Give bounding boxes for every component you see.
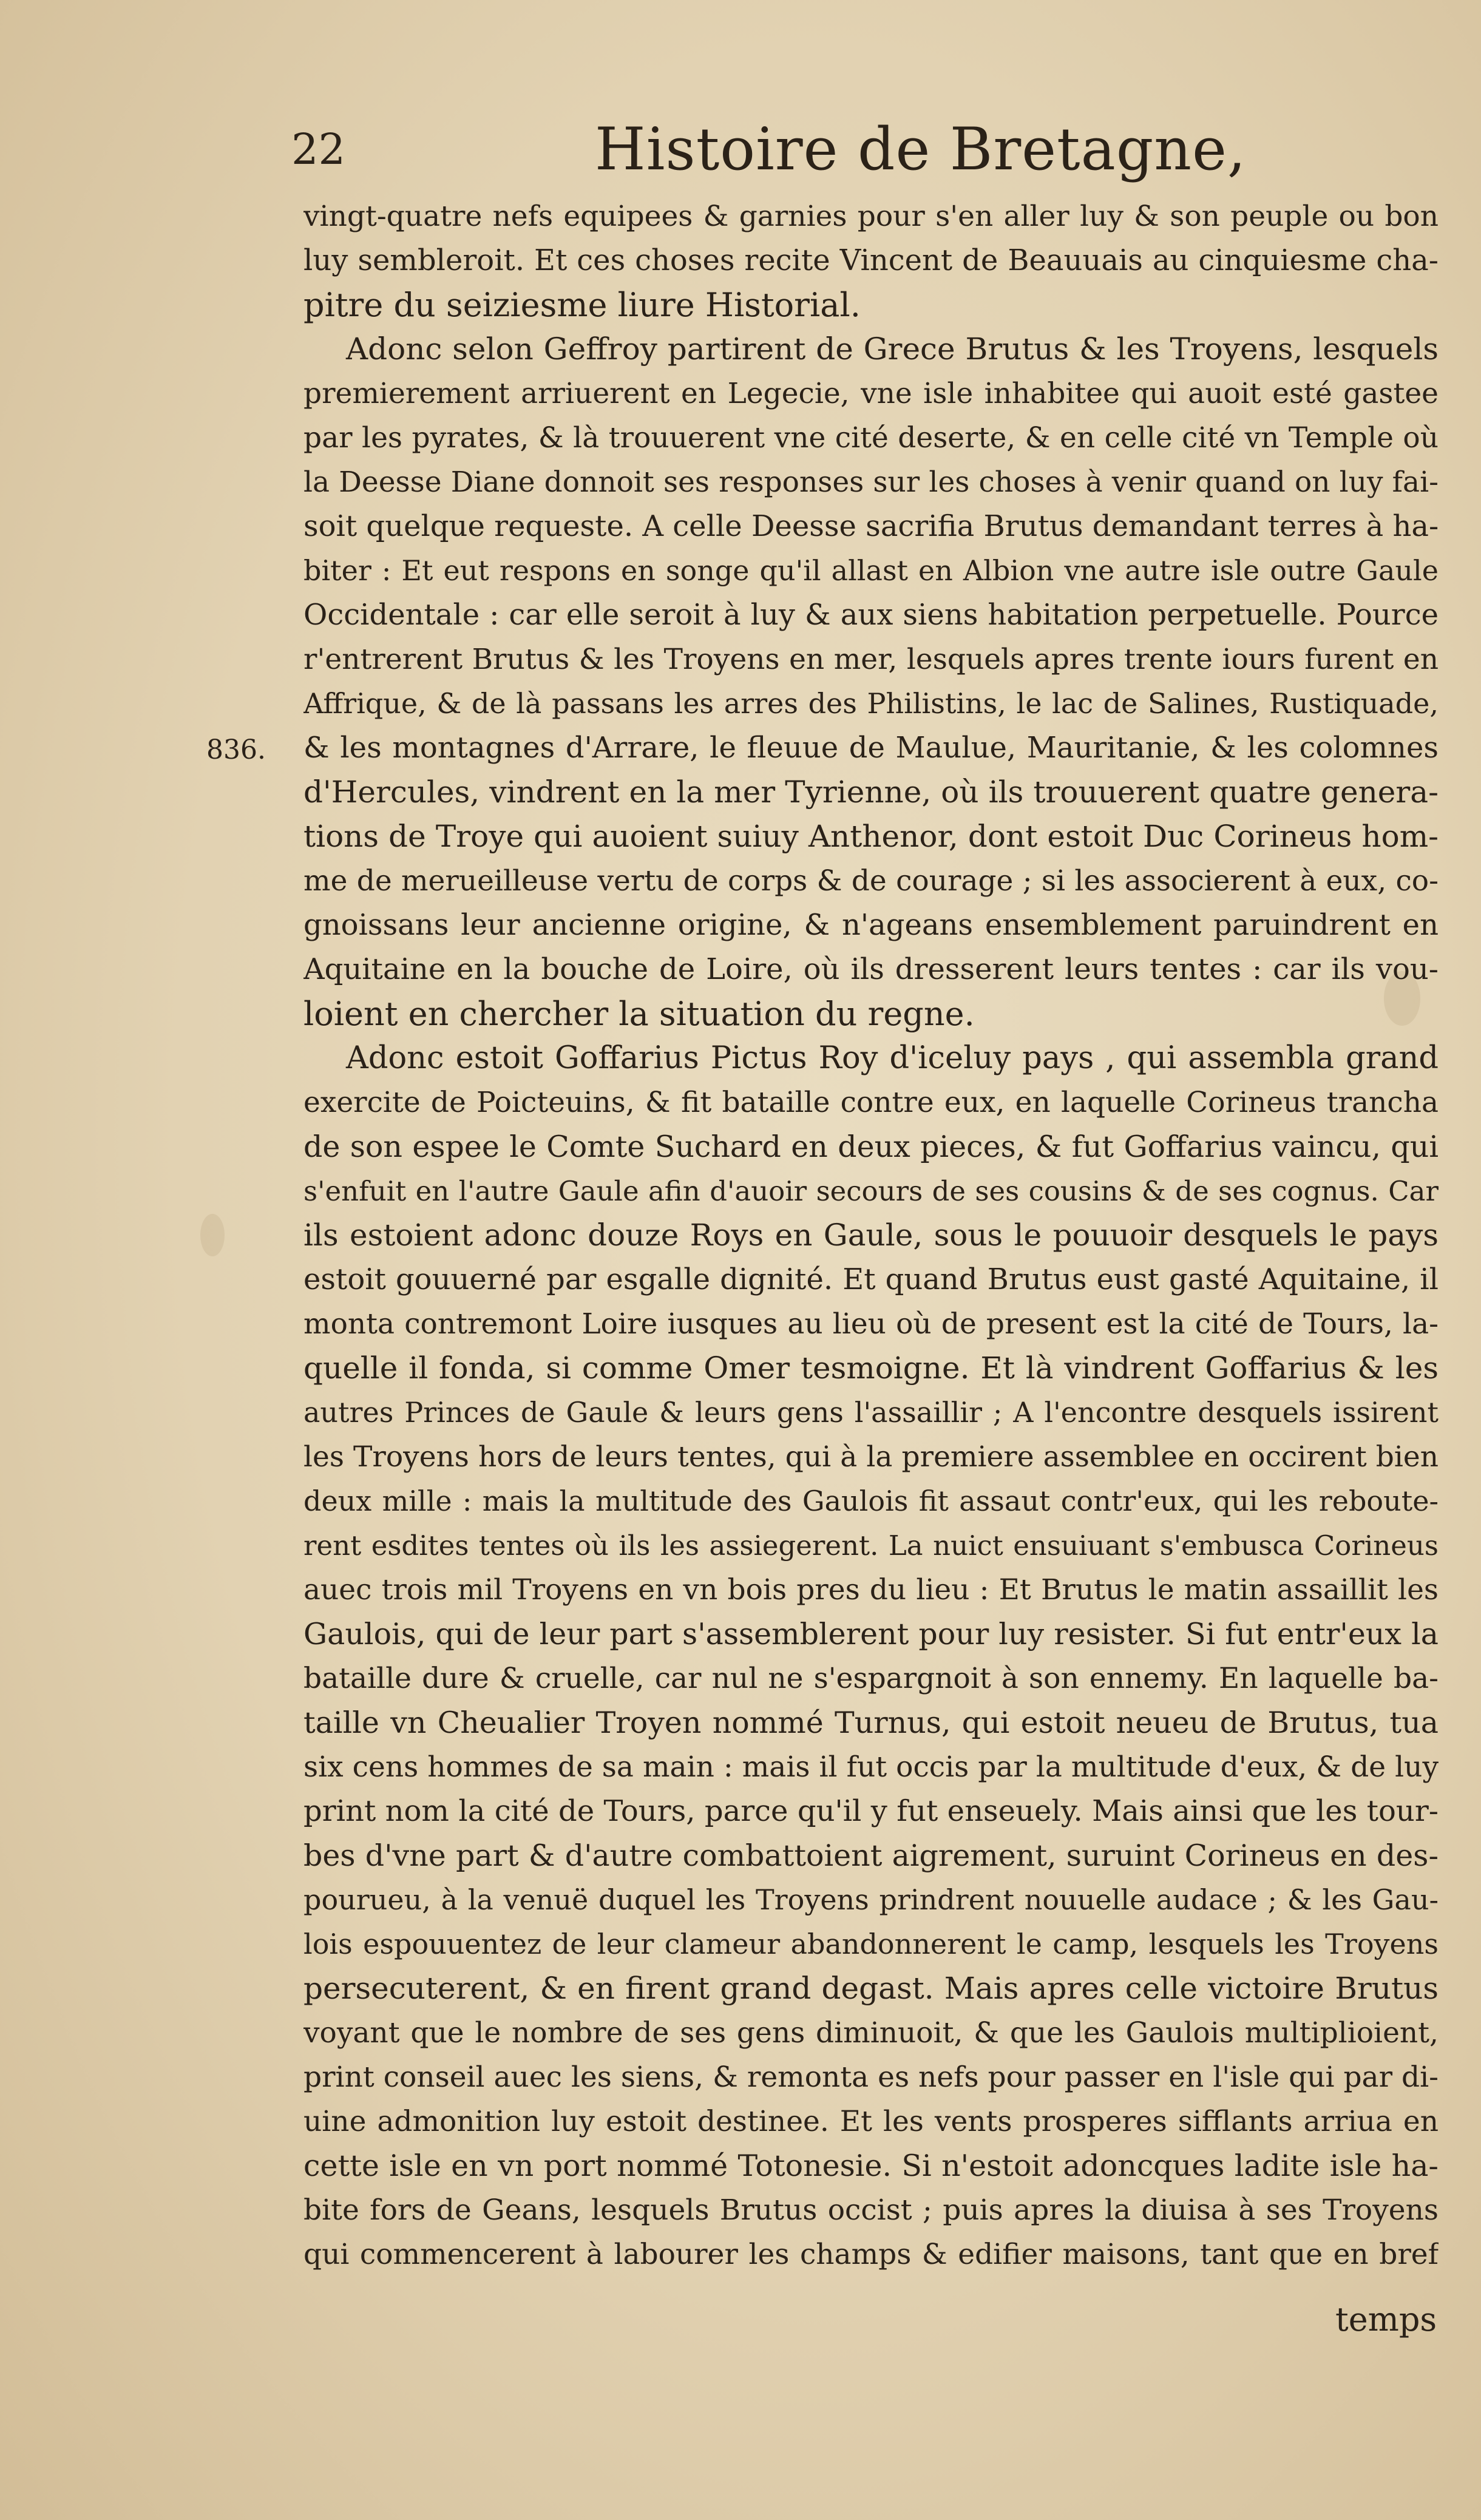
text-line: auec trois mil Troyens en vn bois pres du lieu : Et Brutus le matin assaillit les	[303, 1573, 1439, 1607]
text-line: bataille dure & cruelle, car nul ne s'espargnoit à son ennemy. En laquelle ba-	[303, 1662, 1439, 1695]
text-line: pourueu, à la venuë duquel les Troyens prindrent nouuelle audace ; & les Gau-	[303, 1883, 1439, 1916]
text-line: cette isle en vn port nommé Totonesie. Si n'estoit adoncques ladite isle ha-	[303, 2149, 1439, 2183]
text-line: d'Hercules, vindrent en la mer Tyrienne, où ils trouuerent quatre genera-	[303, 774, 1439, 810]
text-line: tions de Troye qui auoient suiuy Anthenor, dont estoit Duc Corineus hom-	[303, 819, 1439, 854]
text-line: Gaulois, qui de leur part s'assemblerent pour luy resister. Si fut entr'eux la	[303, 1617, 1439, 1651]
text-line: deux mille : mais la multitude des Gaulois fit assaut contr'eux, qui les reboute-	[303, 1485, 1439, 1517]
body-text	[303, 194, 1439, 2277]
text-line: quelle il fonda, si comme Omer tesmoigne. Et là vindrent Goffarius & les	[303, 1350, 1439, 1386]
margin-note: 836.	[206, 734, 266, 765]
paper-stain	[200, 1214, 225, 1256]
text-line: uine admonition luy estoit destinee. Et les vents prosperes sifflants arriua en	[303, 2105, 1439, 2138]
text-line: Aquitaine en la bouche de Loire, où ils dresserent leurs tentes : car ils vou-	[303, 952, 1439, 986]
text-line: loient en chercher la situation du regne.	[303, 995, 975, 1033]
text-line: lois espouuentez de leur clameur abandonnerent le camp, lesquels les Troyens	[303, 1928, 1439, 1960]
running-title: Histoire de Bretagne,	[595, 115, 1247, 183]
text-line: premierement arriuerent en Legecie, vne isle inhabitee qui auoit esté gastee	[303, 377, 1439, 410]
text-line: r'entrerent Brutus & les Troyens en mer, lesquels apres trente iours furent en	[303, 643, 1439, 676]
text-line: soit quelque requeste. A celle Deesse sacrifia Brutus demandant terres à ha-	[303, 509, 1439, 543]
text-line: bite fors de Geans, lesquels Brutus occist ; puis apres la diuisa à ses Troyens	[303, 2193, 1439, 2227]
text-line: print conseil auec les siens, & remonta es nefs pour passer en l'isle qui par di-	[303, 2061, 1439, 2094]
text-line: estoit gouuerné par esgalle dignité. Et quand Brutus eust gasté Aquitaine, il	[303, 1262, 1439, 1296]
text-line: Adonc selon Geffroy partirent de Grece Brutus & les Troyens, lesquels	[346, 331, 1439, 367]
text-line: persecuterent, & en firent grand degast. Mais apres celle victoire Brutus	[303, 1971, 1439, 2006]
text-line: biter : Et eut respons en songe qu'il allast en Albion vne autre isle outre Gaule	[303, 554, 1439, 587]
text-line: autres Princes de Gaule & leurs gens l'assaillir ; A l'encontre desquels issirent	[303, 1396, 1439, 1429]
text-line: ils estoient adonc douze Roys en Gaule, sous le pouuoir desquels le pays	[303, 1218, 1439, 1253]
text-line: voyant que le nombre de ses gens diminuoit, & que les Gaulois multiplioient,	[303, 2016, 1439, 2050]
text-line: Adonc estoit Goffarius Pictus Roy d'iceluy pays , qui assembla grand	[346, 1040, 1439, 1076]
text-line: bes d'vne part & d'autre combattoient aigrement, suruint Corineus en des-	[303, 1838, 1439, 1873]
text-line: s'enfuit en l'autre Gaule afin d'auoir secours de ses cousins & de ses cognus. Car	[303, 1175, 1439, 1207]
text-line: qui commencerent à labourer les champs & edifier maisons, tant que en bref	[303, 2238, 1439, 2271]
text-line: taille vn Cheualier Troyen nommé Turnus, qui estoit neueu de Brutus, tua	[303, 1705, 1439, 1740]
page-number: 22	[291, 124, 346, 174]
text-line: print nom la cité de Tours, parce qu'il y fut enseuely. Mais ainsi que les tour-	[303, 1794, 1439, 1828]
text-line: monta contremont Loire iusques au lieu où de present est la cité de Tours, la-	[303, 1307, 1439, 1341]
text-line: vingt-quatre nefs equipees & garnies pour s'en aller luy & son peuple ou bon	[303, 200, 1439, 233]
text-line: exercite de Poicteuins, & fit bataille contre eux, en laquelle Corineus trancha	[303, 1086, 1439, 1119]
text-line: la Deesse Diane donnoit ses responses sur les choses à venir quand on luy fai-	[303, 466, 1439, 499]
text-line: Occidentale : car elle seroit à luy & aux siens habitation perpetuelle. Pource	[303, 598, 1439, 632]
text-line: les Troyens hors de leurs tentes, qui à la premiere assemblee en occirent bien	[303, 1440, 1439, 1474]
text-line: de son espee le Comte Suchard en deux pieces, & fut Goffarius vaincu, qui	[303, 1130, 1439, 1164]
text-line: Affrique, & de là passans les arres des Philistins, le lac de Salines, Rustiquade,	[303, 687, 1439, 720]
text-line: six cens hommes de sa main : mais il fut occis par la multitude d'eux, & de luy	[303, 1750, 1439, 1784]
text-line: par les pyrates, & là trouuerent vne cité deserte, & en celle cité vn Temple où	[303, 421, 1439, 455]
text-line: rent esdites tentes où ils les assiegerent. La nuict ensuiuant s'embusca Corineus	[303, 1529, 1439, 1562]
text-line: gnoissans leur ancienne origine, & n'ageans ensemblement paruindrent en	[303, 908, 1439, 942]
catchword: temps	[1335, 2300, 1437, 2339]
text-line: me de merueilleuse vertu de corps & de courage ; si les associerent à eux, co-	[303, 864, 1439, 898]
text-line: & les montagnes d'Arrare, le fleuue de Maulue, Mauritanie, & les colomnes	[303, 731, 1439, 765]
text-line: luy sembleroit. Et ces choses recite Vincent de Beauuais au cinquiesme cha-	[303, 243, 1439, 277]
text-line: pitre du seiziesme liure Historial.	[303, 286, 861, 324]
